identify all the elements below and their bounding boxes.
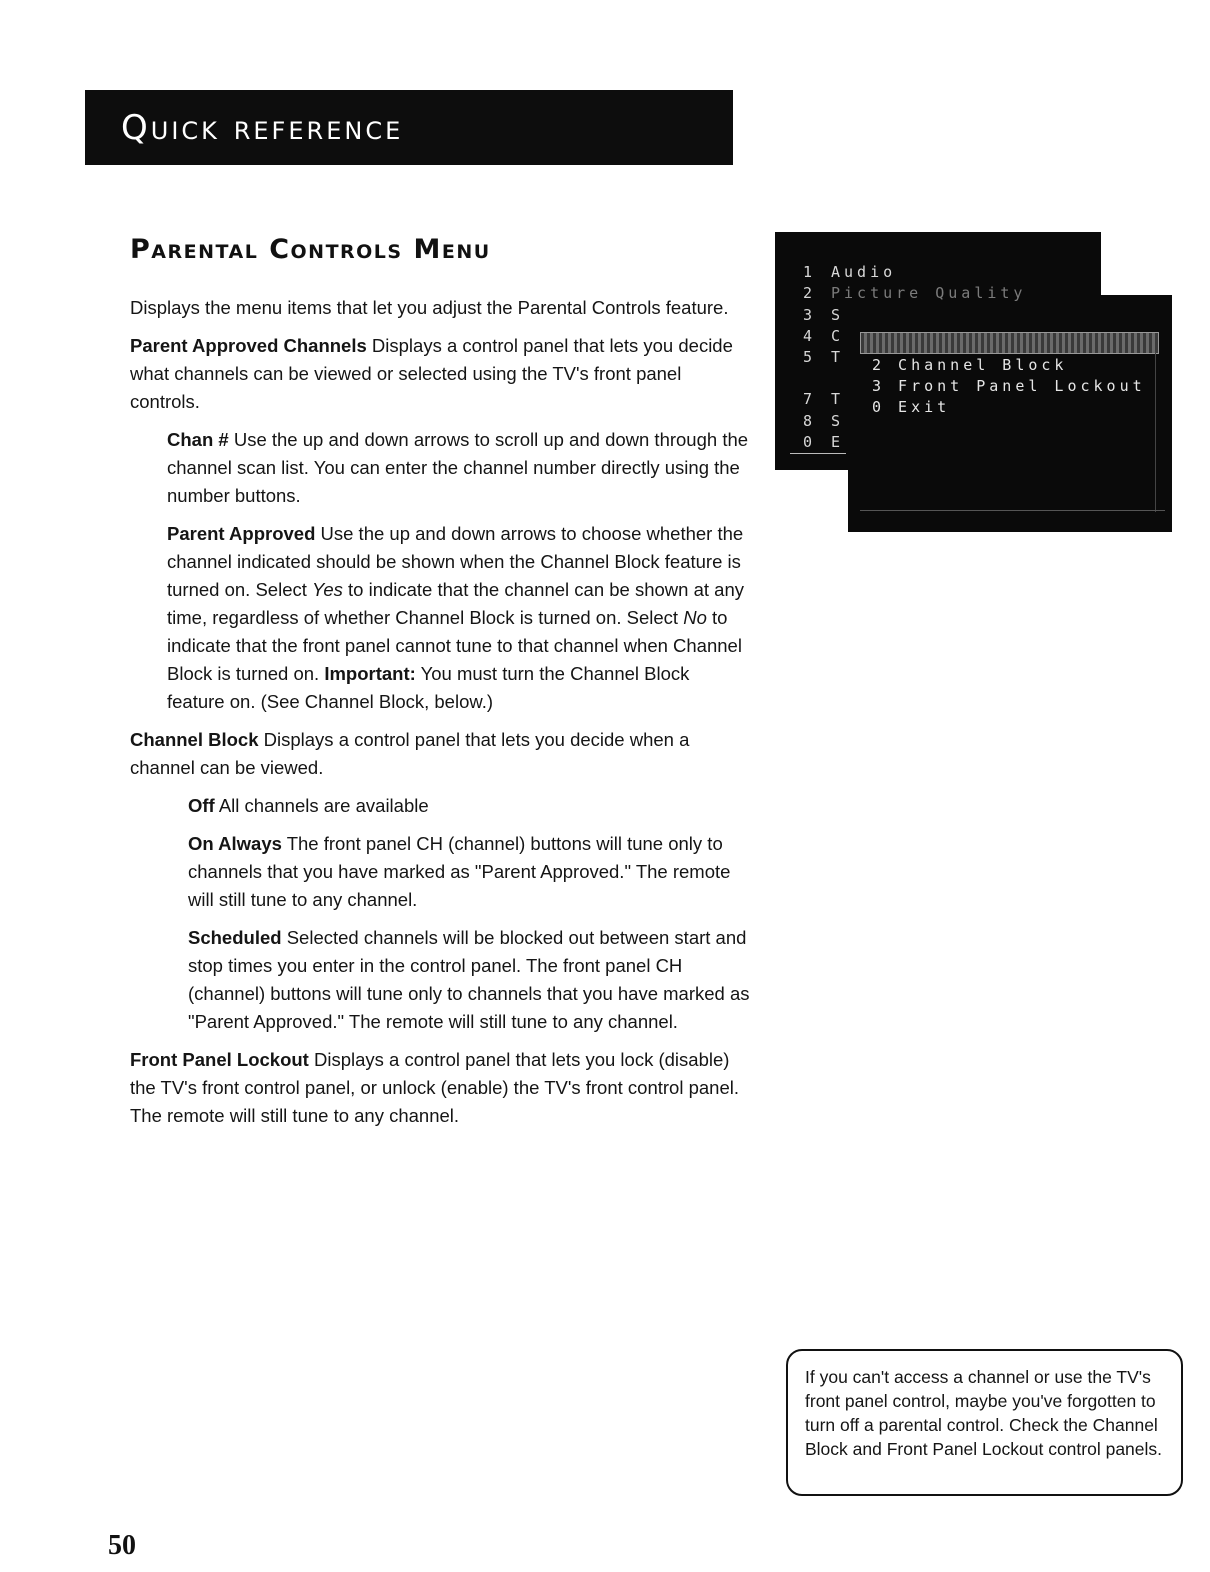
term-front-panel-lockout: Front Panel Lockout [130, 1049, 309, 1070]
intro-text: Displays the menu items that let you adjust the Parental Controls feature. [130, 297, 729, 318]
submenu-divider [1155, 352, 1156, 512]
term-scheduled: Scheduled [188, 927, 282, 948]
submenu-bottom-line [860, 510, 1165, 511]
main-menu-num: 0 [803, 433, 818, 451]
chan-entry [167, 426, 750, 510]
desc-off: All channels are available [218, 795, 429, 816]
main-menu-label [831, 284, 1026, 292]
page-number: 50 [108, 1530, 136, 1561]
parent-approved-entry [167, 520, 750, 716]
menu-underline [790, 453, 846, 454]
main-menu-label: S [831, 306, 847, 324]
term-off: Off [188, 795, 215, 816]
main-menu-num: 8 [803, 412, 818, 430]
important-text: You must turn the Channel Block feature on. (See Channel Block, below.) [167, 663, 690, 712]
desc-channel-block: Displays a control panel that lets you decide when a channel can be viewed. [130, 729, 690, 778]
main-menu-label: T [831, 348, 847, 366]
option-no: No [683, 607, 707, 628]
off-entry [188, 792, 750, 820]
main-menu-num: 2 [803, 284, 818, 302]
important-label: Important: [324, 663, 416, 684]
submenu-item-exit: 0 Exit [872, 398, 951, 416]
section-title: Parental Controls Menu [130, 234, 491, 265]
desc-parent-approved-c: to indicate that the front panel cannot tune to that channel when Channel Block is turned on. [167, 607, 742, 684]
term-parent-approved: Parent Approved [167, 523, 316, 544]
submenu-item-channel-block: 2 Channel Block [872, 356, 1068, 374]
desc-parent-approved-channels: Displays a control panel that lets you decide what channels can be viewed or selected using the TV's front panel controls. [130, 335, 733, 412]
banner-title: Quick reference [121, 107, 404, 148]
desc-parent-approved-b: to indicate that the channel can be shown at any time, regardless of whether Channel Block is turned on. Select [167, 579, 744, 628]
option-yes: Yes [312, 579, 343, 600]
term-on-always: On Always [188, 833, 282, 854]
desc-chan: Use the up and down arrows to scroll up and down through the channel scan list. You can enter the channel number directly using the number buttons. [167, 429, 749, 506]
main-menu-num: 4 [803, 327, 818, 345]
tip-text: If you can't access a channel or use the TV's front panel control, maybe you've forgotten to turn off a parental control. Check the Channel Block and Front Panel Lockout control panels. [805, 1367, 1163, 1459]
term-chan: Chan # [167, 429, 229, 450]
on-always-entry [188, 830, 750, 914]
desc-parent-approved-a: Use the up and down arrows to choose whether the channel indicated should be shown when the Channel Block feature is turned on. Select [167, 523, 744, 600]
submenu-title-bar [860, 332, 1159, 354]
submenu-item-front-panel-lockout: 3 Front Panel Lockout [872, 377, 1146, 395]
term-channel-block: Channel Block [130, 729, 259, 750]
main-menu-num: 1 [803, 263, 818, 281]
main-menu-label: S [831, 412, 847, 430]
channel-block-entry [130, 726, 750, 782]
front-panel-lockout-entry [130, 1046, 750, 1130]
main-menu-num: 5 [803, 348, 818, 366]
main-menu-num: 3 [803, 306, 818, 324]
intro-paragraph [130, 294, 750, 322]
main-menu-label: C [831, 327, 847, 345]
desc-front-panel-lockout: Displays a control panel that lets you lock (disable) the TV's front control panel, or unlock (enable) the TV's front control panel. The remote will still tune to any channel. [130, 1049, 739, 1126]
desc-on-always: The front panel CH (channel) buttons will tune only to channels that you have marked as "Parent Approved." The remote will still tune to any channel. [188, 833, 731, 910]
parent-approved-channels-entry [130, 332, 750, 416]
main-menu-num: 7 [803, 390, 818, 408]
main-menu-label: Audio [831, 263, 897, 281]
content-body [130, 294, 750, 1140]
term-parent-approved-channels: Parent Approved Channels [130, 335, 367, 356]
main-menu-edge [1068, 232, 1100, 295]
main-menu-label: T [831, 390, 847, 408]
tv-menu-screenshot [775, 232, 1172, 532]
desc-scheduled: Selected channels will be blocked out between start and stop times you enter in the control panel. The front panel CH (channel) buttons will tune only to channels that you have marked as "Parent Approved." The remote will still tune to any channel. [188, 927, 750, 1032]
header-banner [85, 90, 733, 165]
scheduled-entry [188, 924, 750, 1036]
tip-box [786, 1349, 1183, 1496]
main-menu-label: E [831, 433, 847, 451]
